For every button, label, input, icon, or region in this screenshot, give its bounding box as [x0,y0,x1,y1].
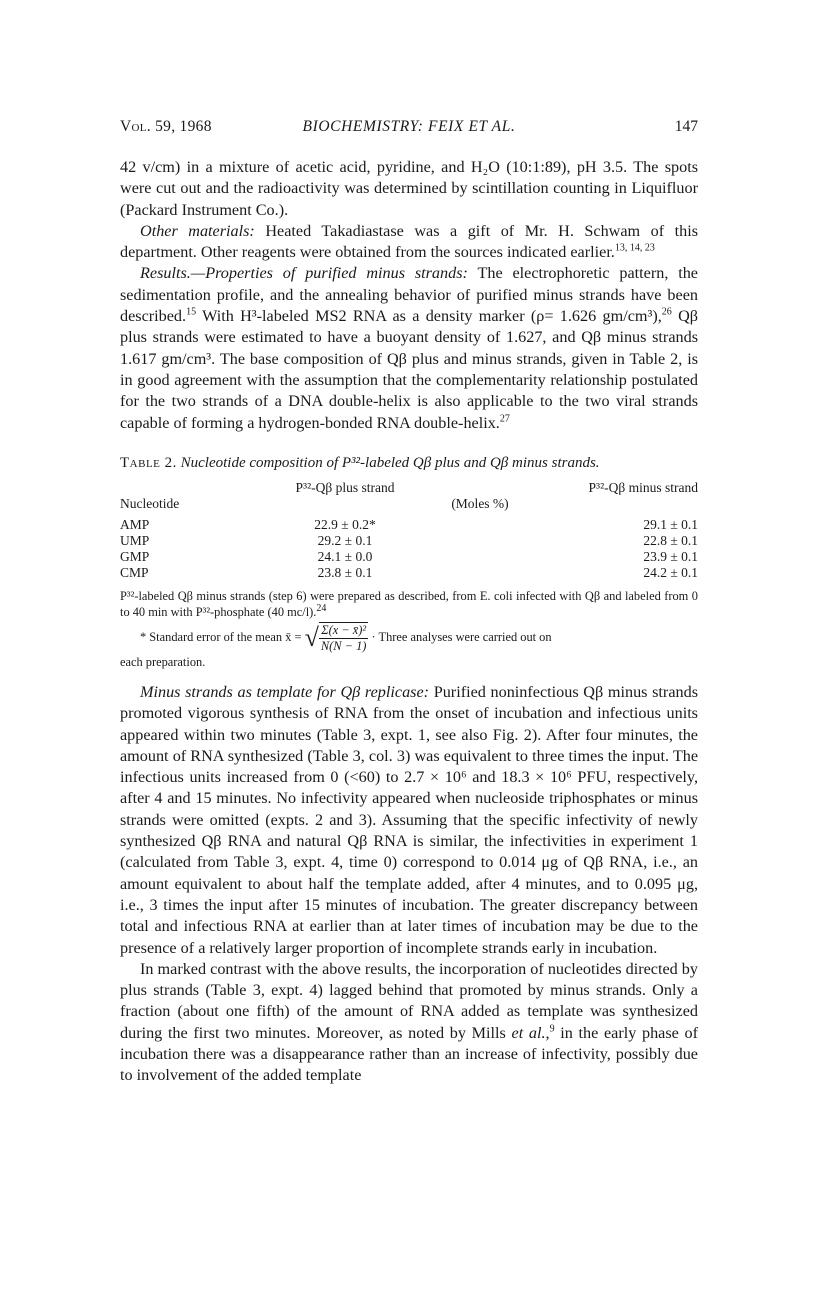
footnote-se-text-b: · Three analyses were carried out on [371,629,552,644]
table-row [120,549,698,565]
minus-value-cell: 29.1 ± 0.1 [643,517,698,532]
table-footnote-prep [120,588,698,620]
plus-value-cell: 24.1 ± 0.0 [317,549,373,564]
paragraph-other-materials [120,221,698,264]
running-head [120,118,698,140]
minus-value-cell: 24.2 ± 0.1 [643,565,698,580]
methods-continuation [120,157,698,434]
reference-marker: 24 [316,602,327,614]
footnote-se-text-c: each preparation. [120,655,206,669]
nucleotide-cell: AMP [120,517,150,532]
table-row [120,517,698,533]
table-header-row [120,496,698,512]
plus-value-cell: 23.8 ± 0.1 [317,565,373,580]
nucleotide-cell: UMP [120,533,150,548]
paragraph-marked-contrast: In marked contrast with the above results, the incorporation of nucleotides directed by plus strands (Table 3, expt. 4) lagged behind that promoted by minus strands. Only a fraction (about one fifth) of the amount of RNA added as template was synthesized during the first two minutes. Moreover, as noted by Mills et al.,$^9$ in the early phase of incubation there was a disappearance rather than an increase of infectivity, possibly due to involvement of the added template [120,959,699,1085]
reference-marker: 9 [549,1023,555,1035]
plus-value-cell: 29.2 ± 0.1 [317,533,373,548]
table-row [120,533,698,549]
minus-value-cell: 22.8 ± 0.1 [643,533,698,548]
nucleotide-cell: CMP [120,565,149,580]
paragraph-minus-template [120,682,698,959]
paragraph-results [120,263,698,433]
footnote-se-text: * Standard error of the mean x̄ = [140,629,302,644]
table-title: Nucleotide composition of P³²-labeled Qβ plus and Qβ minus strands. [180,455,600,471]
reference-marker: 15 [186,306,197,318]
nucleotide-cell: GMP [120,549,150,564]
reference-marker: 27 [499,413,510,425]
results-heading: Results.—Properties of purified minus strands: [140,264,468,283]
footnote-prep-text: P³²-labeled Qβ minus strands (step 6) were prepared as described, from E. coli infected with Qβ and labeled from 0 to 40 min with P³²-phosphate (40 mc/l). [120,589,698,619]
other-materials-heading: Other materials: [140,221,255,240]
minus-template-heading: Minus strands as template for Qβ replicase: [140,683,430,701]
se-fraction [319,622,369,654]
units-label: (Moles %) [451,496,509,511]
table-row [120,565,698,581]
results-continued [120,682,698,1087]
sqrt-icon: √ [304,623,319,652]
journal-title: BIOCHEMISTRY: FEIX ET AL. [302,118,516,135]
column-header-plus: P³²-Qβ plus strand [295,480,395,495]
column-header-minus: P³²-Qβ minus strand [588,480,698,495]
results-text-a: The electrophoretic pattern, the sedimentation profile, and the annealing behavior of purified minus strands have been described. [120,264,698,326]
results-text-c: Qβ plus strands were estimated to have a buoyant density of 1.627, and Qβ minus strands 1.617 gm/cm³. The base composition of Qβ plus and minus strands, given in Table 2, is in good agreement with the assumption that the complementarity relationship postulated for the two strands of a DNA double-helix is also applicable to the two viral strands capable of forming a hydrogen-bonded RNA double-helix. [120,307,698,432]
results-text-b: With H³-labeled MS2 RNA as a density marker (ρ= 1.626 gm/cm³), [196,307,662,326]
table-label: Table 2. [120,455,177,471]
se-numerator: Σ(x − x̄)² [319,623,369,639]
minus-template-text: Purified noninfectious Qβ minus strands promoted vigorous synthesis of RNA from the onset of incubation and infectious units appeared within two minutes (Table 3, expt. 1, see also Fig. 2). After four minutes, the amount of RNA synthesized (Table 3, col. 3) was equivalent to three times the input. The infectious units increased from 0 (<60) to 2.7 × 10⁶ and 18.3 × 10⁶ PFU, respectively, after 4 and 15 minutes. No infectivity appeared when nucleoside triphosphates or minus strands were omitted (expts. 2 and 3). Assuming that the specific infectivity of newly synthesized Qβ RNA and natural Qβ RNA is similar, the infectivities in experiment 1 (calculated from Table 3, expt. 4, time 0) correspond to 0.014 μg of Qβ RNA, i.e., an amount equivalent to about half the template added, after 4 minutes, and to 0.095 μg, i.e., 3 times the input after 15 minutes of incubation. The greater discrepancy between total and infectious RNA at earlier than at later times of incubation may be due to the presence of a relatively larger proportion of incomplete strands early in incubation. [120,683,698,957]
table-footnote-end [120,654,698,670]
page-number: 147 [674,118,698,135]
contrast-text-b: in the early phase of incubation there was a disappearance rather than an increase of infectivity, possibly due to involvement of the added template [120,1023,699,1085]
volume-label: Vol. 59, 1968 [120,118,212,135]
table-header-row [120,480,698,496]
paragraph-electrophoresis: 42 v/cm) in a mixture of acetic acid, pyridine, and H₂O (10:1:89), pH 3.5. The spots were cut out and the radioactivity was determined by scintillation counting in Liquifluor (Packard Instrument Co.). [120,158,698,219]
minus-value-cell: 23.9 ± 0.1 [643,549,698,564]
table-caption [120,455,698,472]
se-denominator: N(N − 1) [320,639,367,653]
et-al: et al. [511,1023,546,1042]
column-header-nucleotide: Nucleotide [120,496,180,511]
nucleotide-table [120,480,698,581]
reference-marker: 26 [661,306,672,318]
plus-value-cell: 22.9 ± 0.2* [314,517,376,532]
contrast-text-a: In marked contrast with the above results, the incorporation of nucleotides directed by plus strands (Table 3, expt. 4) lagged behind that promoted by minus strands. Only a fraction (about one fifth) of the amount of RNA added as template was synthesized during the first two minutes. Moreover, as noted by Mills [120,959,698,1042]
other-materials-text: Heated Takadiastase was a gift of Mr. H. Schwam of this department. Other reagents were obtained from the sources indicated earlier. [120,221,699,262]
reference-marker: 13, 14, 23 [614,242,655,254]
